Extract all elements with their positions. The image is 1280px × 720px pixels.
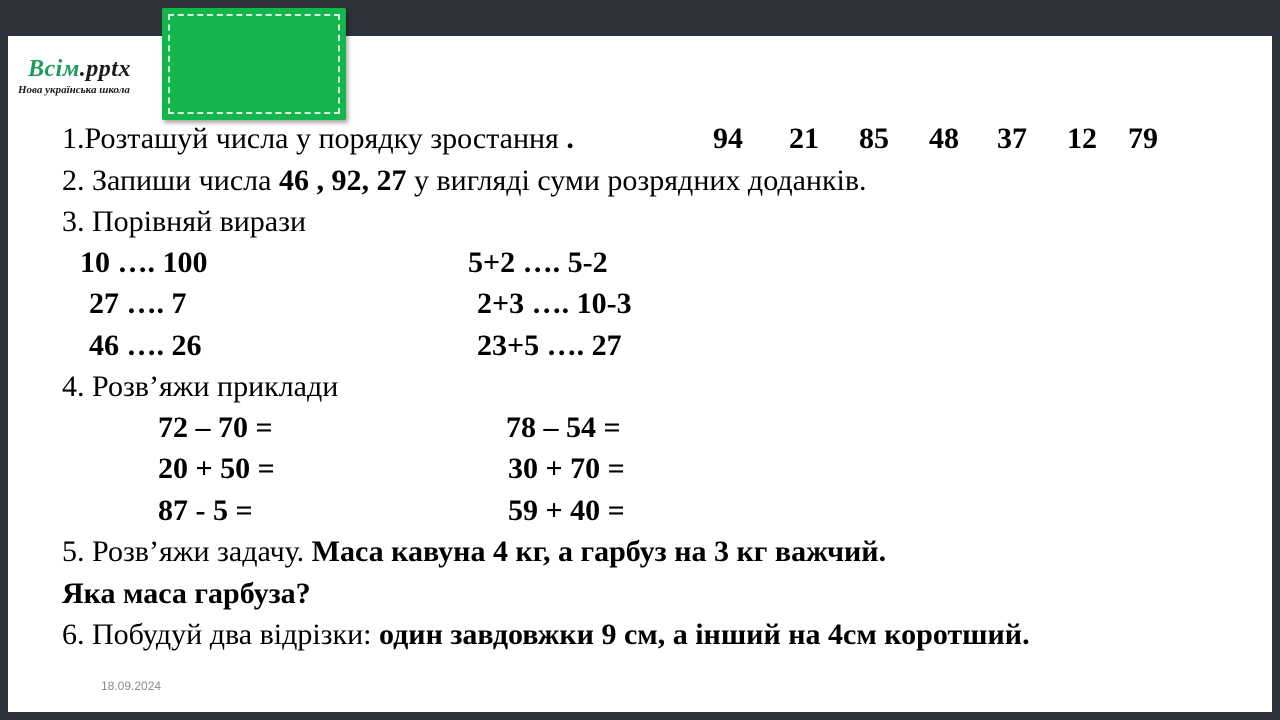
example-left: 20 + 50 = bbox=[158, 452, 275, 485]
task1-number: 48 bbox=[929, 122, 959, 155]
compare-right: 23+5 …. 27 bbox=[477, 329, 622, 362]
task5-line: 5. Розв’яжи задачу. Маса кавуна 4 кг, а гарбуз на 3 кг важчий. bbox=[62, 535, 887, 568]
task1-number: 21 bbox=[789, 122, 819, 155]
logo-tagline: Нова українська школа bbox=[18, 84, 130, 96]
task6-line: 6. Побудуй два відрізки: один завдовжки 9 см, а інший на 4см коротший. bbox=[62, 618, 1030, 651]
logo bbox=[18, 56, 158, 102]
compare-right: 5+2 …. 5-2 bbox=[468, 246, 608, 279]
task1-text: 1.Розташуй числа у порядку зростання . bbox=[62, 122, 574, 155]
task1-number: 12 bbox=[1067, 122, 1097, 155]
task5-question: Яка маса гарбуза? bbox=[62, 577, 311, 610]
task1-number: 85 bbox=[859, 122, 889, 155]
dashed-border bbox=[168, 14, 340, 114]
task1-number: 37 bbox=[997, 122, 1027, 155]
compare-left: 46 …. 26 bbox=[89, 329, 202, 362]
slide-date: 18.09.2024 bbox=[101, 679, 162, 693]
example-right: 59 + 40 = bbox=[508, 494, 625, 527]
logo-brand: Всім.pptx bbox=[28, 56, 131, 82]
example-right: 78 – 54 = bbox=[506, 411, 621, 444]
task1-number: 94 bbox=[713, 122, 743, 155]
compare-right: 2+3 …. 10-3 bbox=[477, 287, 632, 320]
example-left: 87 - 5 = bbox=[158, 494, 253, 527]
example-right: 30 + 70 = bbox=[508, 452, 625, 485]
compare-left: 27 …. 7 bbox=[89, 287, 187, 320]
task1-number: 79 bbox=[1128, 122, 1158, 155]
task3-title: 3. Порівняй вирази bbox=[62, 205, 307, 238]
task4-title: 4. Розв’яжи приклади bbox=[62, 370, 339, 403]
task2-line: 2. Запиши числа 46 , 92, 27 у вигляді суми розрядних доданків. bbox=[62, 164, 867, 197]
example-left: 72 – 70 = bbox=[158, 411, 273, 444]
green-title-tab bbox=[162, 8, 346, 120]
compare-left: 10 …. 100 bbox=[80, 246, 208, 279]
